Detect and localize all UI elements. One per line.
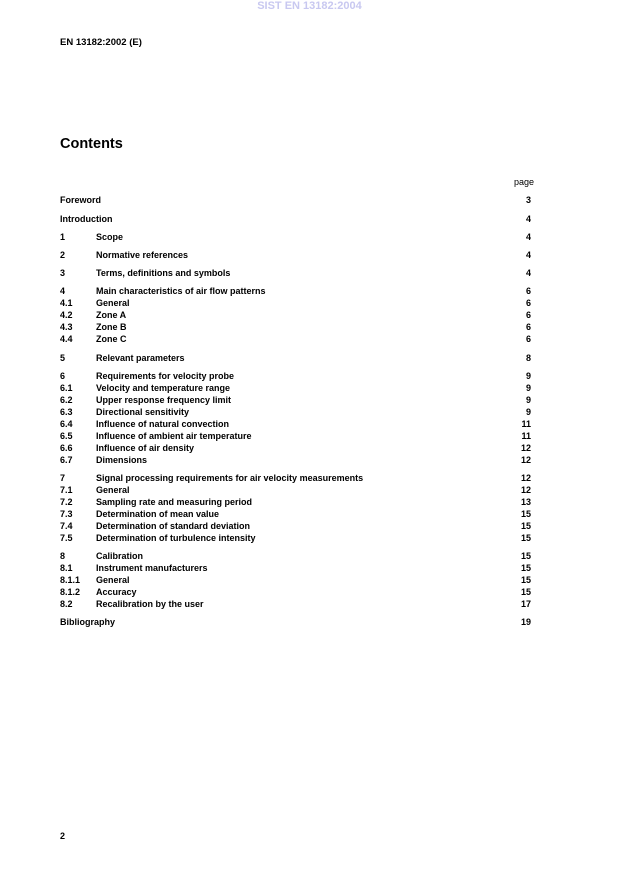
entry-number: Introduction [60,214,113,224]
toc-entry[interactable] [60,550,531,562]
toc-entry[interactable] [60,394,531,406]
entry-page: 15 [520,533,531,543]
toc-group [60,616,531,628]
toc-entry[interactable] [60,430,531,442]
entry-number: 2 [60,250,66,260]
toc-entry[interactable] [60,574,531,586]
entry-page: 19 [520,617,531,627]
toc-entry[interactable] [60,309,531,321]
toc-group [60,249,531,261]
entry-title: Velocity and temperature range [96,383,231,393]
entry-title: Signal processing requirements for air velocity measurements [96,473,364,483]
entry-number: 6.5 [60,431,73,441]
entry-title: General [96,485,130,495]
entry-title: Recalibration by the user [96,599,204,609]
toc-group [60,213,531,225]
toc-entry[interactable] [60,586,531,598]
entry-number: 4.3 [60,322,73,332]
toc-entry[interactable] [60,297,531,309]
entry-title: Scope [96,232,124,242]
entry-number: 6.1 [60,383,73,393]
entry-title: General [96,298,130,308]
entry-number: 8.2 [60,599,73,609]
toc-entry[interactable] [60,382,531,394]
toc-entry[interactable] [60,520,531,532]
entry-page: 6 [525,310,531,320]
entry-title: Terms, definitions and symbols [96,268,231,278]
toc-group [60,352,531,364]
entry-title: Influence of ambient air temperature [96,431,252,441]
entry-number: 6.3 [60,407,73,417]
entry-number: 6.7 [60,455,73,465]
entry-title: Influence of air density [96,443,195,453]
toc-entry[interactable] [60,267,531,279]
entry-number: 3 [60,268,66,278]
entry-title: General [96,575,130,585]
entry-title: Zone B [96,322,127,332]
entry-number: 4.4 [60,334,73,344]
entry-title: Influence of natural convection [96,419,230,429]
toc-entry[interactable] [60,406,531,418]
toc-entry[interactable] [60,442,531,454]
entry-number: 7.3 [60,509,73,519]
toc-entry[interactable] [60,213,531,225]
entry-page: 11 [521,431,531,441]
entry-number: 4.1 [60,298,73,308]
entry-page: 9 [525,371,531,381]
entry-page: 9 [525,395,531,405]
entry-page: 4 [525,214,531,224]
toc-entry[interactable] [60,598,531,610]
entry-page: 15 [520,587,531,597]
entry-page: 9 [525,383,531,393]
entry-number: Foreword [60,195,102,205]
toc-entry[interactable] [60,249,531,261]
page-title: Contents [60,136,123,152]
toc-entry[interactable] [60,616,531,628]
entry-number: 7.5 [60,533,73,543]
entry-title: Zone C [96,334,127,344]
entry-title: Main characteristics of air flow patterns [96,286,266,296]
entry-page: 4 [525,232,531,242]
toc-group [60,472,531,544]
entry-page: 17 [520,599,531,609]
entry-page: 4 [525,268,531,278]
entry-number: 5 [60,353,66,363]
toc-entry[interactable] [60,370,531,382]
toc-entry[interactable] [60,231,531,243]
entry-number: Bibliography [60,617,116,627]
toc-entry[interactable] [60,352,531,364]
entry-page: 6 [525,322,531,332]
entry-page: 6 [525,286,531,296]
toc-entry[interactable] [60,285,531,297]
entry-page: 15 [520,551,531,561]
entry-number: 8.1 [60,563,73,573]
entry-page: 8 [525,353,531,363]
toc-entry[interactable] [60,562,531,574]
entry-page: 12 [520,485,531,495]
toc-group [60,231,531,243]
document-header: EN 13182:2002 (E) [60,37,142,48]
entry-title: Zone A [96,310,127,320]
entry-number: 8.1.2 [60,587,81,597]
entry-number: 7 [60,473,66,483]
entry-number: 4 [60,286,66,296]
toc-entry[interactable] [60,472,531,484]
toc-group [60,370,531,466]
entry-page: 13 [520,497,531,507]
entry-title: Instrument manufacturers [96,563,208,573]
toc-group [60,550,531,610]
entry-page: 6 [525,298,531,308]
toc-group [60,285,531,345]
entry-number: 7.1 [60,485,73,495]
entry-number: 8.1.1 [60,575,81,585]
entry-title: Determination of standard deviation [96,521,251,531]
entry-page: 9 [525,407,531,417]
toc-entry[interactable] [60,333,531,345]
entry-number: 8 [60,551,66,561]
page-column-label: page [513,177,534,187]
toc-group [60,267,531,279]
entry-page: 15 [520,509,531,519]
entry-page: 6 [525,334,531,344]
entry-page: 15 [520,563,531,573]
toc-entry[interactable] [60,484,531,496]
entry-page: 12 [520,443,531,453]
page-number: 2 [60,831,66,841]
entry-title: Directional sensitivity [96,407,190,417]
entry-number: 7.4 [60,521,73,531]
entry-number: 6.6 [60,443,73,453]
entry-number: 6.2 [60,395,73,405]
entry-title: Sampling rate and measuring period [96,497,253,507]
entry-title: Determination of turbulence intensity [96,533,256,543]
entry-title: Accuracy [96,587,137,597]
entry-title: Relevant parameters [96,353,185,363]
entry-number: 7.2 [60,497,73,507]
toc-entry[interactable] [60,454,531,466]
entry-number: 6 [60,371,66,381]
entry-title: Normative references [96,250,189,260]
entry-page: 15 [520,575,531,585]
entry-page: 12 [520,473,531,483]
entry-page: 11 [521,419,531,429]
entry-number: 6.4 [60,419,73,429]
entry-page: 12 [520,455,531,465]
entry-title: Dimensions [96,455,148,465]
entry-page: 15 [520,521,531,531]
entry-title: Requirements for velocity probe [96,371,235,381]
entry-title: Calibration [96,551,144,561]
watermark: SIST EN 13182:2004 [257,0,362,12]
entry-number: 4.2 [60,310,73,320]
toc-entry[interactable] [60,194,531,206]
entry-title: Determination of mean value [96,509,220,519]
toc-group [60,194,531,206]
entry-title: Upper response frequency limit [96,395,232,405]
toc-entry[interactable] [60,496,531,508]
entry-number: 1 [60,232,66,242]
toc-entry[interactable] [60,532,531,544]
entry-page: 3 [525,195,531,205]
entry-page: 4 [525,250,531,260]
toc-entry[interactable] [60,508,531,520]
toc-entry[interactable] [60,418,531,430]
toc-entry[interactable] [60,321,531,333]
